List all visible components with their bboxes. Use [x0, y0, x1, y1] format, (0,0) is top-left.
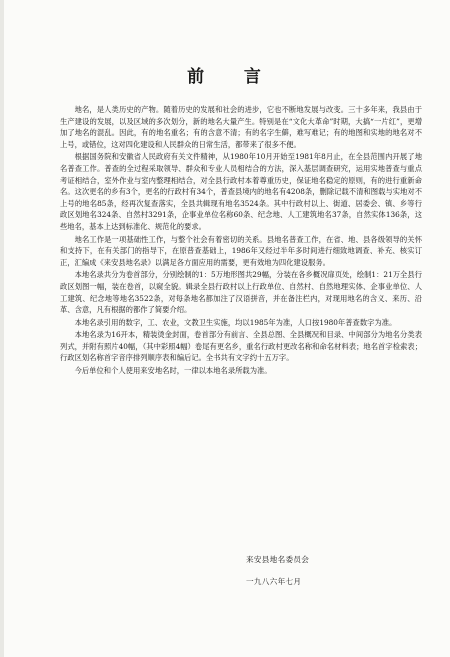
signature-org: 来安县地名委员会: [246, 555, 310, 564]
paragraph-1: 地名，是人类历史的产物。随着历史的发展和社会的进步，它也不断地发展与改变。三十多年来，我县由于生产建设的发展，以及区域的多次划分，新的地名大量产生。特别是在“文化大革命”时期，大搞“一片红”，更增加了地名的混乱。因此，有的地名重名；有的含意不清；有的名字生僻，难写难记；有的地图和实地的地名对不上号，或错位，这对四化建设和人民群众的日常生活，都带来了很多不便。: [60, 105, 422, 149]
title-char-1: 前: [187, 67, 207, 87]
title-char-2: 言: [243, 67, 263, 87]
paragraph-3: 地名工作是一项基础性工作，与整个社会有着密切的关系。县地名普查工作，在省、地、县各级领导的关怀和支持下，在有关部门的指导下，在原普查基础上，1986年又经过半年多时间进行细致地调查、补充、核实订正，汇编成《来安县地名录》以满足各方面应用的需要，更有效地为四化建设服务。: [60, 234, 422, 267]
preface-body: [60, 104, 422, 377]
signature-date: 一九八六年七月: [246, 577, 302, 586]
paragraph-6: 本地名录为16开本，精装烫金封面，卷首部分有前言、全县总图、全县概况和目录、中间部分为地名分类表列式，并附有照片40幅，（其中彩照4幅）卷尾有更名乡，重名行政村更改名称和命名材料表；地名首字检索表；行政区划名称首字音序排列顺序表和编后记。全书共有文字约十五万字。: [60, 330, 422, 363]
page-edge-shadow: [0, 0, 4, 657]
paragraph-7: 今后单位和个人使用来安地名时，一律以本地名录所载为准。: [74, 366, 272, 376]
paragraph-4: 本地名录共分为卷首部分，分别绘制的1：5万地形图共29幅，分装在各乡概况扉页处，绘制1：21万全县行政区划图一幅，装在卷首，以窥全貌。辑录全县行政村以上行政单位、自然村、自然地理实体、企事业单位、人工建筑、纪念地等地名3522条，对每条地名都加注了汉语拼音，并在备注栏内，对现用地名的含义、来历、沿革、含意，凡有根据的都作了简要介绍。: [60, 270, 422, 315]
paragraph-5: 本地名录引用的数字，工、农业，文教卫生实施，均以1985年为准，人口按1980年普查数字为准。: [74, 317, 397, 327]
page-title: [0, 62, 450, 87]
paragraph-2: 根据国务院和安徽省人民政府有关文件精神，从1980年10月开始至1981年8月止，在全县范围内开展了地名普查工作。普查的全过程采取领导、群众和专业人员相结合的方法，深入基层调查研究，运用实地普查与重点考证相结合，室外作业与室内整理相结合，对全县行政村本着尊重历史，保证地名稳定的原则，有的进行重新命名。这次更名的乡有3个，更名的行政村有34个，普查县境内的地名有4208条，删除记载不清和图载与实地对不上号的地名85条，经再次复查落实，全县共辑现有地名3524条。其中行政村以上、街道、居委会、镇、乡等行政区划地名324条、自然村3291条，企事业单位名称60条、纪念地、人工建筑地名37条，自然实体136条，这些地名，基本上达到标准化、规范化的要求。: [60, 152, 422, 231]
